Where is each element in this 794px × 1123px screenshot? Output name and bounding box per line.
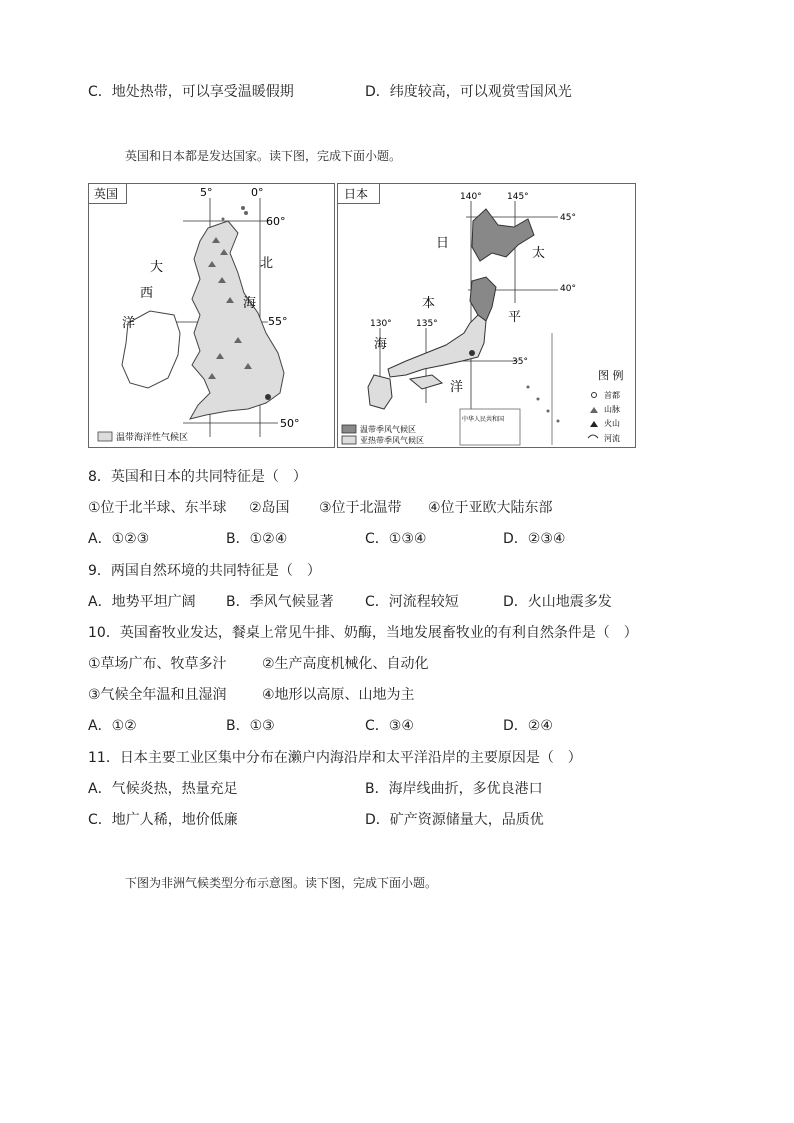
option-c-prev: C．地处热带，可以享受温暖假期 xyxy=(88,84,294,100)
q8-statement-3: ③位于北温带 xyxy=(319,500,402,516)
q9-option-d[interactable]: D．火山地震多发 xyxy=(503,594,612,610)
svg-text:图 例: 图 例 xyxy=(598,369,624,382)
q11-option-c[interactable]: C．地广人稀，地价低廉 xyxy=(88,812,238,828)
q8-option-b[interactable]: B．①②④ xyxy=(226,531,288,547)
q10-statement-2: ②生产高度机械化、自动化 xyxy=(262,656,429,672)
svg-text:140°: 140° xyxy=(460,192,482,202)
q8-option-a[interactable]: A．①②③ xyxy=(88,531,150,547)
svg-text:平: 平 xyxy=(508,310,522,325)
svg-text:中华人民共和国: 中华人民共和国 xyxy=(462,416,505,423)
q10-option-a[interactable]: A．①② xyxy=(88,718,137,734)
q11-option-b[interactable]: B．海岸线曲折，多优良港口 xyxy=(365,781,543,797)
svg-text:0°: 0° xyxy=(251,186,264,199)
svg-text:60°: 60° xyxy=(266,215,286,228)
q11-option-a[interactable]: A．气候炎热，热量充足 xyxy=(88,781,238,797)
svg-text:大: 大 xyxy=(150,260,164,275)
intro-africa: 下图为非洲气候类型分布示意图。读下图，完成下面小题。 xyxy=(125,876,438,890)
q8-statement-4: ④位于亚欧大陆东部 xyxy=(428,500,553,516)
svg-text:洋: 洋 xyxy=(450,380,464,395)
q8-statement-1: ①位于北半球、东半球 xyxy=(88,500,227,516)
q8-option-c[interactable]: C．①③④ xyxy=(365,531,427,547)
q10-statement-4: ④地形以高原、山地为主 xyxy=(262,687,415,703)
q9-option-c[interactable]: C．河流程较短 xyxy=(365,594,459,610)
svg-text:北: 北 xyxy=(260,256,274,271)
q9-option-a[interactable]: A．地势平坦广阔 xyxy=(88,594,196,610)
uk-japan-map-figure xyxy=(88,183,636,448)
q10-stem: 10．英国畜牧业发达，餐桌上常见牛排、奶酶，当地发展畜牧业的有利自然条件是（ ） xyxy=(88,625,638,641)
uk-map-panel xyxy=(89,184,335,448)
svg-text:温带海洋性气候区: 温带海洋性气候区 xyxy=(116,433,189,443)
svg-text:亚热带季风气候区: 亚热带季风气候区 xyxy=(360,436,424,445)
q10-option-b[interactable]: B．①③ xyxy=(226,718,275,734)
svg-text:洋: 洋 xyxy=(122,316,136,331)
svg-text:130°: 130° xyxy=(370,319,392,329)
svg-text:本: 本 xyxy=(422,296,436,311)
svg-text:50°: 50° xyxy=(280,417,300,430)
svg-text:135°: 135° xyxy=(416,319,438,329)
svg-text:首都: 首都 xyxy=(604,391,620,400)
svg-text:温带季风气候区: 温带季风气候区 xyxy=(360,425,416,434)
svg-text:5°: 5° xyxy=(200,186,213,199)
svg-text:西: 西 xyxy=(140,286,154,301)
q10-statement-1: ①草场广布、牧草多汁 xyxy=(88,656,227,672)
svg-text:火山: 火山 xyxy=(604,419,620,428)
q10-option-d[interactable]: D．②④ xyxy=(503,718,553,734)
q9-option-b[interactable]: B．季风气候显著 xyxy=(226,594,334,610)
option-d-prev: D．纬度较高，可以观赏雪国风光 xyxy=(365,84,572,100)
q9-stem: 9．两国自然环境的共同特征是（ ） xyxy=(88,563,321,579)
svg-text:45°: 45° xyxy=(560,213,576,223)
q8-stem: 8．英国和日本的共同特征是（ ） xyxy=(88,469,307,485)
svg-text:日: 日 xyxy=(436,236,450,251)
q11-option-d[interactable]: D．矿产资源储量大，品质优 xyxy=(365,812,544,828)
q11-stem: 11．日本主要工业区集中分布在濑户内海沿岸和太平洋沿岸的主要原因是（ ） xyxy=(88,750,582,766)
svg-text:145°: 145° xyxy=(507,192,529,202)
intro-uk-japan: 英国和日本都是发达国家。读下图，完成下面小题。 xyxy=(125,149,402,163)
q8-statement-2: ②岛国 xyxy=(249,500,290,516)
svg-text:海: 海 xyxy=(243,296,257,311)
q10-statement-3: ③气候全年温和且湿润 xyxy=(88,687,227,703)
svg-text:河流: 河流 xyxy=(604,434,620,443)
svg-text:海: 海 xyxy=(374,337,388,352)
svg-text:40°: 40° xyxy=(560,284,576,294)
japan-map-panel xyxy=(338,184,636,448)
japan-panel-title: 日本 xyxy=(344,187,369,201)
q10-option-c[interactable]: C．③④ xyxy=(365,718,414,734)
uk-panel-title: 英国 xyxy=(94,187,119,201)
q8-option-d[interactable]: D．②③④ xyxy=(503,531,566,547)
svg-text:太: 太 xyxy=(532,246,546,261)
svg-text:山脉: 山脉 xyxy=(604,405,620,414)
svg-text:55°: 55° xyxy=(268,315,288,328)
svg-text:35°: 35° xyxy=(512,357,528,367)
